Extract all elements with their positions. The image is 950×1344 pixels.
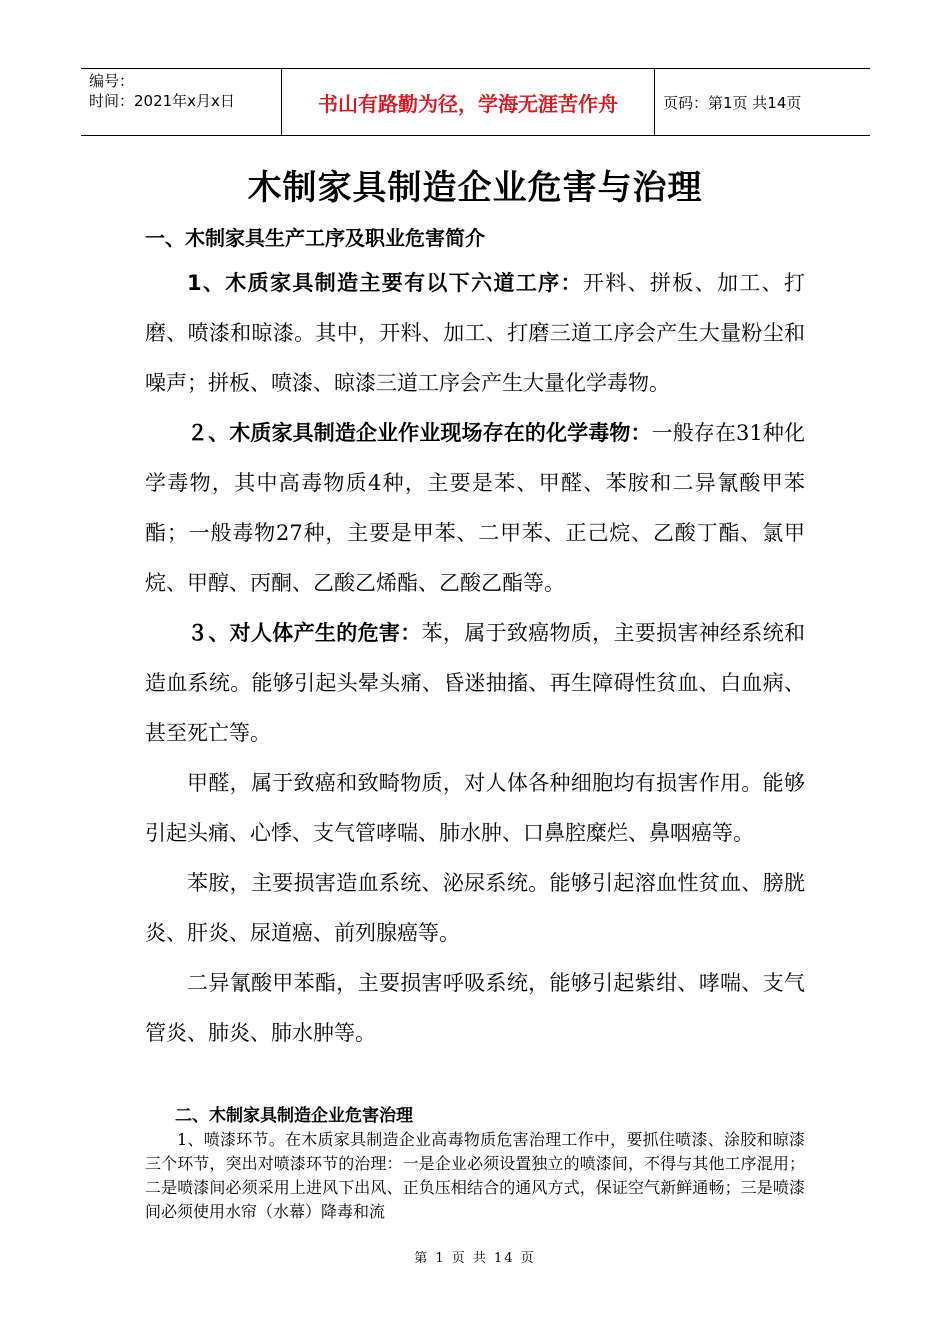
paragraph-5: 苯胺，主要损害造血系统、泌尿系统。能够引起溶血性贫血、膀胱炎、肝炎、尿道癌、前列腺癌等。 [145,871,805,945]
paragraph-3-lead: ３、对人体产生的危害： [187,621,422,645]
number-label: 编号： [89,72,135,90]
section2-paragraph-1: 1、喷漆环节。在木质家具制造企业高毒物质危害治理工作中，要抓住喷漆、涂胶和晾漆三个环节，突出对喷漆环节的治理：一是企业必须设置独立的喷漆间，不得与其他工序混用；二是喷漆间必须采用上进风下出风、正负压相结合的通风方式，保证空气新鲜通畅；三是喷漆间必须使用水帘（水幕）降毒和流 [145,1130,805,1221]
time-label: 时间：2021年x月x日 [89,92,235,110]
page-footer: 第 1 页 共 14 页 [414,1251,536,1266]
paragraph-1-text: 开料、拼板、加工、打磨、喷漆和晾漆。其中，开料、加工、打磨三道工序会产生大量粉尘和噪声；拼板、喷漆、晾漆三道工序会产生大量化学毒物。 [145,271,805,395]
section2-heading: 二、木制家具制造企业危害治理 [175,1106,413,1126]
paragraph-3 [145,608,805,758]
section1-body [145,258,805,1058]
section1-heading: 一、木制家具生产工序及职业危害简介 [145,226,485,250]
document-title: 木制家具制造企业危害与治理 [247,168,703,208]
header-meta-cell [81,69,282,135]
section2-body [145,1104,805,1224]
paragraph-6: 二异氰酸甲苯酯，主要损害呼吸系统，能够引起紫绀、哮喘、支气管炎、肺炎、肺水肿等。 [145,971,805,1045]
paragraph-1 [145,258,805,408]
paragraph-2 [145,408,805,608]
motto-text: 书山有路勤为径，学海无涯苦作舟 [318,91,618,116]
paragraph-2-text: 一般存在31种化学毒物，其中高毒物质4种，主要是苯、甲醛、苯胺和二异氰酸甲苯酯；一般毒物27种，主要是甲苯、二甲苯、正己烷、乙酸丁酯、氯甲烷、甲醇、丙酮、乙酸乙烯酯、乙酸乙酯等。 [145,421,805,595]
page-info-cell [655,69,870,135]
header-table [81,68,870,136]
motto-cell [282,69,655,135]
paragraph-3-text: 苯，属于致癌物质，主要损害神经系统和造血系统。能够引起头晕头痛、昏迷抽搐、再生障碍性贫血、白血病、甚至死亡等。 [145,621,806,745]
paragraph-4: 甲醛，属于致癌和致畸物质，对人体各种细胞均有损害作用。能够引起头痛、心悸、支气管哮喘、肺水肿、口鼻腔糜烂、鼻咽癌等。 [145,771,805,845]
page-info-text: 页码：第1页 共14页 [663,93,802,112]
paragraph-1-lead: 1、木质家具制造主要有以下六道工序： [187,271,583,295]
paragraph-2-lead: ２、木质家具制造企业作业现场存在的化学毒物： [187,421,652,445]
